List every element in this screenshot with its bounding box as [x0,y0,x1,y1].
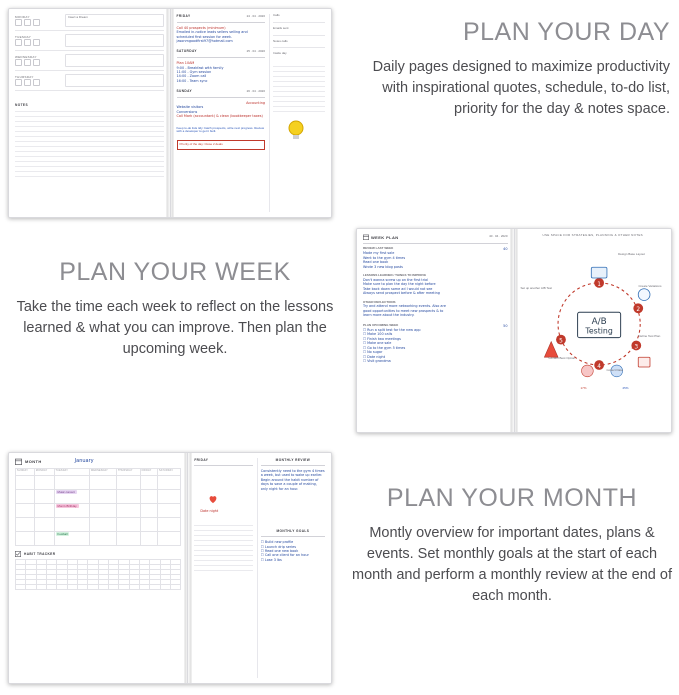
moon-icon [24,39,31,46]
day-slot [65,54,164,67]
day-row [15,14,164,27]
block-line: Went to the gym 4 times [363,255,406,260]
block-line: Always send prospect before & after meeting [363,291,440,296]
day-icons [15,39,63,46]
plan-your-day-heading: PLAN YOUR DAY [462,18,670,46]
todo-item: ☐ Make 100 calls [363,332,393,337]
goal-item: ☐ Build new profile [260,540,294,545]
block-line: Read one book [363,260,389,265]
day-icons [15,79,63,86]
diagram-step-label: Collect Data [606,368,623,372]
table-row [16,518,181,532]
entry-day: SUNDAY [176,89,193,94]
goal-item: ☐ Lose 3 lbs [260,557,282,562]
plan-your-day-body: Daily pages designed to maximize productivity with inspirational quotes, schedule, to-do list, priority for the day & notes space. [372,59,670,118]
weekday-header: SATURDAY [157,469,180,476]
diagram-step-label: Define Test Plan [638,334,661,338]
slot-placeholder: Insert a Dream [68,15,88,19]
svg-text:A/B: A/B [591,316,607,327]
plan-your-month-body: Montly overview for important dates, plans & events. Set monthly goals at the start of each month and perform a monthly review at the end of each month. [352,525,672,605]
table-row [16,490,181,504]
notes-label: NOTES [15,103,28,107]
block-heading: PLAN UPCOMING WEEK [363,322,399,327]
week-plan-photo [356,228,672,433]
calendar-cell-event [54,490,89,504]
calendar-header-row [16,469,181,476]
diagram-annotation: 17% [580,386,587,390]
day-label: TUESDAY [15,35,32,39]
habit-tracker-label: HABIT TRACKER [24,552,56,556]
weekday-header: FRIDAY [140,469,157,476]
block-line: good opportunities to meet new prospects & to [363,308,444,313]
month-right-page [188,453,331,683]
block-line: Make sure to plan the day the night before [363,282,436,287]
day-row [15,74,164,87]
entry-title: Plan 10AM [176,61,195,66]
block-heading: OTHER REFLECTIONS [363,299,396,304]
sun-icon [15,59,22,66]
entry-line: jasonmgoodfirst97@hotmail.com [176,39,233,44]
daily-right-page [171,9,332,217]
month-title: MONTH [25,459,42,464]
svg-text:4: 4 [596,363,601,370]
todo-item: ☐ Visit grandma [363,358,391,363]
week-block [363,247,508,269]
day-slot [65,14,164,27]
table-row [16,476,181,490]
plan-your-month-copy [352,484,672,607]
entry-day: FRIDAY [176,14,191,18]
daily-left-page [9,9,171,217]
week-block [363,274,508,295]
ab-testing-diagram [515,237,672,407]
star-icon [33,19,40,26]
day-slot [65,74,164,87]
daily-entry [177,89,266,118]
table-row [16,504,181,518]
day-row [15,34,164,47]
diagram-annotation: Set up another A/B Test [520,286,552,290]
daily-entry [177,49,266,83]
entry-line: 16:00 - Team sync [176,78,208,83]
diagram-step-label: Create Variations [638,284,662,288]
weekday-header: MONDAY [34,469,54,476]
svg-text:3: 3 [633,344,638,351]
heart-icon [208,495,218,504]
calendar-cell-event [54,532,89,546]
table-row [16,532,181,546]
moon-icon [24,79,31,86]
entry-line: Website visitors [176,105,204,110]
monthly-review-text: Consistently need to the gym 4 times a week, but used to wake up earlier. Begin around the habit number of days to save a couple of making, only night for an hour. [260,469,325,491]
plan-your-month-heading: PLAN YOUR MONTH [386,484,638,512]
entry-line: 14:00 - Zoom call [176,74,207,79]
day-label: MONDAY [15,15,30,19]
todo-item: ☐ Finish two meetings [363,336,401,341]
diagram-step-label: Go with Best Option [548,356,576,360]
plan-your-day-copy [352,18,670,120]
star-icon [33,79,40,86]
month-planner-book [8,452,332,684]
week-right-page [515,229,672,432]
entry-line: Emailed in-notice leads sellers selling and scheduled first session for week. [176,30,248,39]
goal-item: ☐ Call one client for an hour [260,553,309,558]
entry-line: 9:00 - Breakfast with family [176,65,224,70]
week-plan-book [356,228,672,433]
event-chip: Music concert [57,490,75,494]
daily-planner-book [8,8,332,218]
block-tag: 50 [503,323,508,328]
block-tag: 40 [503,247,508,251]
weekday-header: SUNDAY [16,469,35,476]
day-row [15,54,164,67]
svg-text:1: 1 [596,281,601,288]
goal-item: ☐ Launch drip series [260,544,296,549]
block-line: Wrote 3 new blog posts [363,264,403,269]
todo-item: ☐ Go to the gym 5 times [363,345,406,350]
day-icons [15,59,63,66]
event-chip: Mom's Birthday [57,504,77,508]
week-block [363,301,508,318]
entry-date: 26 . 04 . 2020 [246,89,265,94]
week-block [363,324,508,364]
sun-icon [15,79,22,86]
week-plan-date: 40 . 04 . 2020 [489,234,508,239]
entry-date: 25 . 04 . 2020 [246,49,265,54]
event-label: Date night [200,509,219,513]
entry-day: SATURDAY [176,49,197,54]
month-name: January [74,458,94,465]
sun-icon [15,39,22,46]
checklist-icon [15,551,21,557]
weekday-header: THURSDAY [116,469,140,476]
month-left-page [9,453,188,683]
month-planner-photo [8,452,332,684]
calendar-cell-event [54,504,89,518]
diagram-step-label: Design Base Layout [618,252,645,256]
block-heading: REVIEW LAST WEEK [363,246,394,250]
monthly-goals-title: MONTHLY GOALS [276,529,310,534]
svg-text:Testing: Testing [584,326,613,336]
right-page-note: USE SPACE FOR STRATEGIES, PLANNING & OTHER NOTES [542,233,643,237]
block-line: Take back down some ad I would not see [363,286,433,291]
block-line: Don't wanna screw up on the first trial [363,277,429,282]
entry-line: Conversions [176,109,198,114]
monthly-review-title: MONTHLY REVIEW [275,458,311,462]
todo-item: ☐ Run a split test for the new app [363,327,421,332]
svg-text:5: 5 [558,338,563,345]
plan-your-week-heading: PLAN YOUR WEEK [59,258,291,286]
plan-your-week-copy [10,258,340,360]
day-label: WEDNESDAY [15,55,37,59]
week-plan-title: WEEK PLAN [371,234,399,240]
priority-box: Priority of the day: Close 2 deals [179,142,223,147]
table-row [16,585,181,590]
weekday-header: WEDNESDAY [89,469,116,476]
entry-date: 24 . 04 . 2020 [246,14,265,18]
calendar-icon [15,458,22,465]
notes-lines [15,111,164,177]
entry-line: 11:00 - Gym session [176,70,212,75]
todo-item: ☐ No sugar [363,350,383,355]
entry-line: Call Mark (accountant) & clean (bookkeeper taxes) [176,114,263,119]
weekday-header: TUESDAY [54,469,89,476]
day-label: THURSDAY [15,75,34,79]
lightbulb-icon [285,118,307,144]
sidebar-entry: Calls [273,13,280,17]
daily-planner-photo [8,8,332,218]
week-left-page [357,229,515,432]
block-heading: LESSONS LEARNED / THINGS TO IMPROVE [363,273,427,278]
entry-title: Accounting [246,101,265,106]
moon-icon [24,19,31,26]
sidebar-entry: Emails sent [273,25,289,30]
day-slot [65,34,164,47]
sidebar-entry: Inside day [273,51,287,56]
svg-text:2: 2 [635,307,640,314]
entry-title: Call 40 prospects (minimum) [176,25,226,30]
friday-column-header: FRIDAY [194,458,209,462]
footer-note: Keep to-do lists tidy: batch prospects, write next progress. Review with a developer to get it built. [176,125,265,134]
block-line: Try and attend more networking events. Also are [363,304,446,309]
habit-tracker-grid [15,559,181,590]
block-line: Made my first sale [363,251,395,256]
star-icon [33,59,40,66]
todo-item: ☐ Make one sale [363,341,392,346]
block-line: learn more about the industry. [363,313,415,318]
star-icon [33,39,40,46]
sidebar-entry: Notes calls [273,38,288,43]
todo-item: ☐ Date night [363,354,386,359]
day-icons [15,19,63,26]
month-calendar-grid [15,468,181,546]
diagram-annotation: 25% [622,386,629,390]
sun-icon [15,19,22,26]
calendar-icon [363,234,369,240]
daily-entry [177,14,266,43]
goal-item: ☐ Read one new book [260,548,299,553]
moon-icon [24,59,31,66]
plan-your-week-body: Take the time each week to reflect on the lessons learned & what you can improve. Then plan the upcoming week. [16,299,334,358]
event-chip: Football [57,532,68,536]
